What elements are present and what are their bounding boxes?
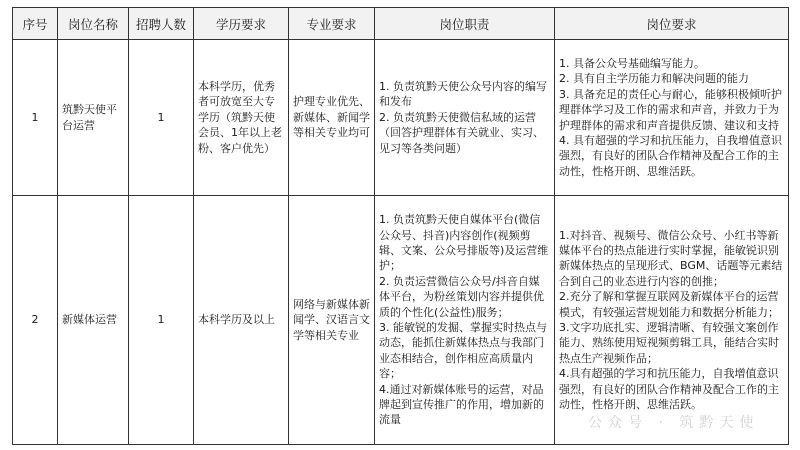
- duty-item: 1. 负责筑黔天使自媒体平台(微信公众号、抖音)内容创作(视频剪辑、文案、公众号排版等)及运营维护；: [379, 213, 549, 273]
- requirement-item: 3.文字功底扎实、逻辑清晰、有较强文案创作能力、熟练使用短视频剪辑工具，能结合实时热点生产视频作品；: [559, 321, 779, 365]
- header-row: [13, 8, 789, 40]
- requirement-item: 2. 具有自主学历能力和解决问题的能力: [559, 72, 749, 86]
- header-count: 招聘人数: [129, 8, 194, 40]
- cell-count: 1: [129, 196, 194, 445]
- cell-duties: [375, 40, 555, 196]
- header-education: 学历要求: [194, 8, 289, 40]
- cell-education: 本科学历及以上: [194, 196, 289, 445]
- cell-position: 新媒体运营: [58, 196, 129, 445]
- requirement-item: 1.对抖音、视频号、微信公众号、小红书等新媒体平台的热点能进行实时掌握，能敏锐识别新媒体热点的呈现形式、BGM、话题等元素结合到自己的业态进行内容的创推；: [559, 228, 783, 288]
- cell-requirements: [555, 196, 789, 445]
- requirement-item: 1. 具备公众号基础编写能力。: [559, 56, 705, 70]
- cell-requirements: [555, 40, 789, 196]
- duty-item: 4.通过对新媒体账号的运营，对品牌起到宣传推广的作用，增加新的流量: [379, 382, 544, 427]
- requirement-item: 3. 具备充足的责任心与耐心，能够积极倾听护理群体学习及工作的需求和声音，并致力于为护理群体的需求和声音提供反馈、建议和支持: [559, 87, 782, 132]
- cell-major: 网络与新媒体新闻学、汉语言文学等相关专业: [289, 196, 375, 445]
- cell-duties: [375, 196, 555, 445]
- header-position: 岗位名称: [58, 8, 129, 40]
- header-duties: 岗位职责: [375, 8, 555, 40]
- watermark: 公众号 · 筑黔天使: [588, 415, 760, 431]
- cell-no: 1: [13, 40, 58, 196]
- duty-item: 3. 能敏锐的发掘、掌握实时热点与动态，能抓住新媒体热点与我部门业态相结合，创作相应高质量内容；: [379, 321, 547, 381]
- header-major: 专业要求: [289, 8, 375, 40]
- cell-position: 筑黔天使平台运营: [58, 40, 129, 196]
- table-row: [13, 196, 789, 445]
- requirement-item: 4.具有超强的学习和抗压能力，自我增值意识强烈，有良好的团队合作精神及配合工作的主动性，性格开朗、思维活跃。: [559, 367, 779, 412]
- cell-education: 本科学历，优秀者可放宽至大专学历（筑黔天使会员、1年以上老粉、客户优先）: [194, 40, 289, 196]
- duty-item: 1. 负责筑黔天使公众号内容的编写和发布: [379, 79, 547, 109]
- header-no: 序号: [13, 8, 58, 40]
- duty-item: 2. 负责运营微信公众号/抖音自媒体平台，为粉丝策划内容并提供优质的个性化(公益性)服务；: [379, 274, 544, 319]
- header-requirements: 岗位要求: [555, 8, 789, 40]
- duty-item: 2. 负责筑黔天使微信私域的运营（回答护理群体有关就业、实习、见习等各类问题）: [379, 110, 544, 155]
- cell-count: 1: [129, 40, 194, 196]
- cell-major: 护理专业优先、新媒体、新闻学等相关专业均可: [289, 40, 375, 196]
- recruitment-table: [12, 7, 789, 445]
- cell-no: 2: [13, 196, 58, 445]
- requirement-item: 4. 具有超强的学习和抗压能力，自我增值意识强烈，有良好的团队合作精神及配合工作的主动性，性格开朗、思维活跃。: [559, 133, 782, 178]
- requirement-item: 2.充分了解和掌握互联网及新媒体平台的运营模式，有较强运营规划能力和数据分析能力；: [559, 290, 779, 319]
- table-row: [13, 40, 789, 196]
